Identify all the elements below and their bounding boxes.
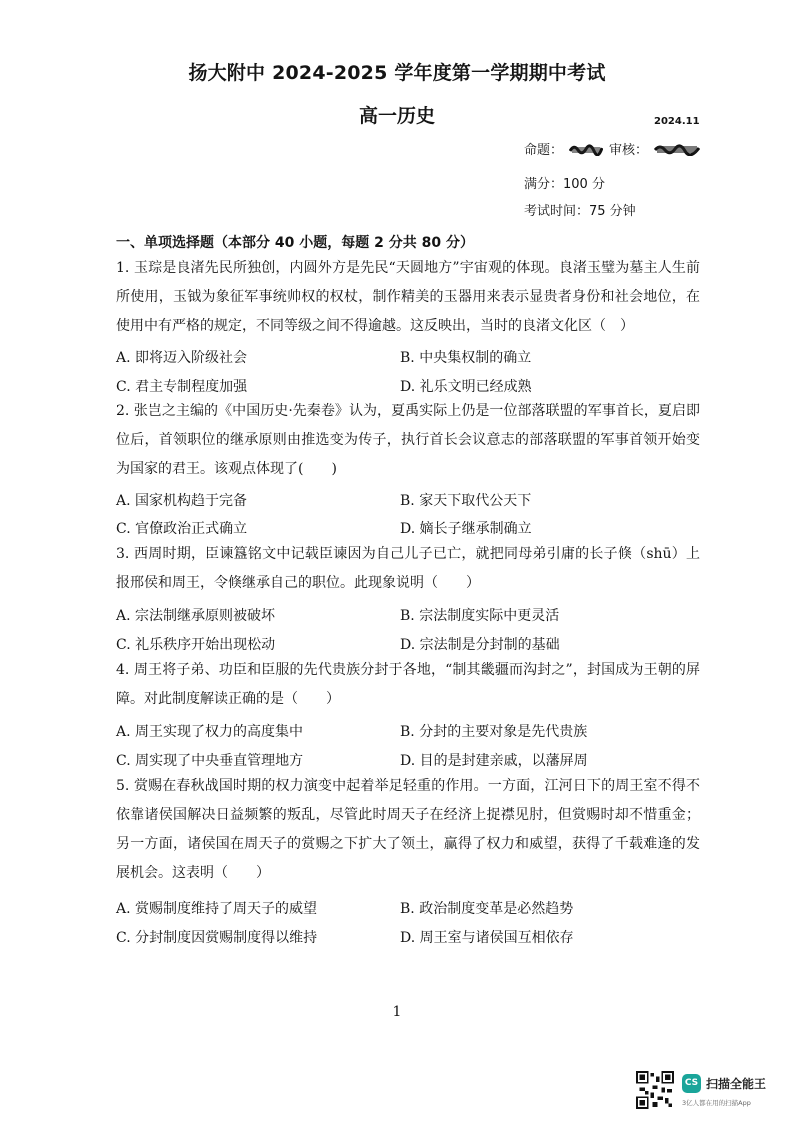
section-heading: 一、单项选择题（本部分 40 小题，每题 2 分共 80 分） — [116, 235, 474, 251]
question-2-option-d: D. 嫡长子继承制确立 — [400, 521, 532, 537]
camscanner-app-name: 扫描全能王 — [706, 1077, 767, 1091]
redacted-signature-setter — [569, 143, 603, 156]
exam-subtitle: 高一历史 — [358, 105, 435, 127]
question-2-option-b: B. 家天下取代公天下 — [400, 493, 532, 509]
redacted-signature-reviewer — [654, 143, 700, 156]
question-4-option-a: A. 周王实现了权力的高度集中 — [116, 724, 304, 740]
qr-code-icon — [636, 1071, 674, 1109]
question-3-option-b: B. 宗法制度实际中更灵活 — [400, 608, 560, 624]
question-3-stem: 3. 西周时期，臣谏簋铭文中记载臣谏因为自己儿子已亡，就把同母弟引庸的长子倏（shū）上报邢侯和周王，令倏继承自己的职位。此现象说明（ ） — [116, 546, 700, 591]
question-1-option-a: A. 即将迈入阶级社会 — [116, 350, 248, 366]
setter-label: 命题： — [524, 143, 564, 158]
question-2-option-a: A. 国家机构趋于完备 — [116, 493, 248, 509]
question-1-option-c: C. 君主专制程度加强 — [116, 379, 248, 395]
authorship-line — [524, 139, 706, 158]
question-5-stem: 5. 赏赐在春秋战国时期的权力演变中起着举足轻重的作用。一方面，江河日下的周王室不得不依靠诸侯国解决日益频繁的叛乱，尽管此时周天子在经济上捉襟见肘，但赏赐时却不惜重金；另一方面，诸侯国在周天子的赏赐之下扩大了领土，赢得了权力和威望，获得了千载难逢的发展机会。这表明（ ） — [116, 778, 700, 881]
reviewer-label: 审核： — [609, 143, 649, 158]
question-5-option-b: B. 政治制度变革是必然趋势 — [400, 901, 574, 917]
question-1-option-b: B. 中央集权制的确立 — [400, 350, 532, 366]
question-5-option-a: A. 赏赐制度维持了周天子的威望 — [116, 901, 318, 917]
exam-duration: 考试时间：75 分钟 — [524, 204, 636, 219]
question-3-option-a: A. 宗法制继承原则被破坏 — [116, 608, 276, 624]
page-number: 1 — [392, 1004, 402, 1020]
question-4-option-b: B. 分封的主要对象是先代贵族 — [400, 724, 588, 740]
question-3-option-c: C. 礼乐秩序开始出现松动 — [116, 637, 276, 653]
camscanner-tagline: 3亿人都在用的扫描App — [682, 1099, 751, 1107]
question-4-stem: 4. 周王将子弟、功臣和臣服的先代贵族分封于各地，“制其畿疆而沟封之”，封国成为王朝的屏障。对此制度解读正确的是（ ） — [116, 662, 700, 707]
question-4-option-d: D. 目的是封建亲戚，以藩屏周 — [400, 753, 588, 769]
question-2-option-c: C. 官僚政治正式确立 — [116, 521, 248, 537]
question-3-option-d: D. 宗法制是分封制的基础 — [400, 637, 560, 653]
question-5-option-c: C. 分封制度因赏赐制度得以维持 — [116, 930, 318, 946]
camscanner-logo-icon: CS — [682, 1074, 701, 1093]
exam-date: 2024.11 — [654, 116, 700, 127]
exam-title: 扬大附中 2024-2025 学年度第一学期期中考试 — [188, 62, 606, 84]
full-score: 满分：100 分 — [524, 177, 605, 192]
question-2-stem: 2. 张岂之主编的《中国历史·先秦卷》认为，夏禹实际上仍是一位部落联盟的军事首长，夏启即位后，首领职位的继承原则由推选变为传子，执行首长会议意志的部落联盟的军事首领开始变为国家的君王。该观点体现了( ) — [116, 403, 700, 477]
question-5-option-d: D. 周王室与诸侯国互相依存 — [400, 930, 574, 946]
question-1-stem: 1. 玉琮是良渚先民所独创，内圆外方是先民“天圆地方”宇宙观的体现。良渚玉璧为墓主人生前所使用，玉钺为象征军事统帅权的权杖，制作精美的玉器用来表示显贵者身份和社会地位，在使用中有严格的规定，不同等级之间不得逾越。这反映出，当时的良渚文化区（ ） — [116, 260, 700, 334]
question-4-option-c: C. 周实现了中央垂直管理地方 — [116, 753, 304, 769]
question-1-option-d: D. 礼乐文明已经成熟 — [400, 379, 532, 395]
